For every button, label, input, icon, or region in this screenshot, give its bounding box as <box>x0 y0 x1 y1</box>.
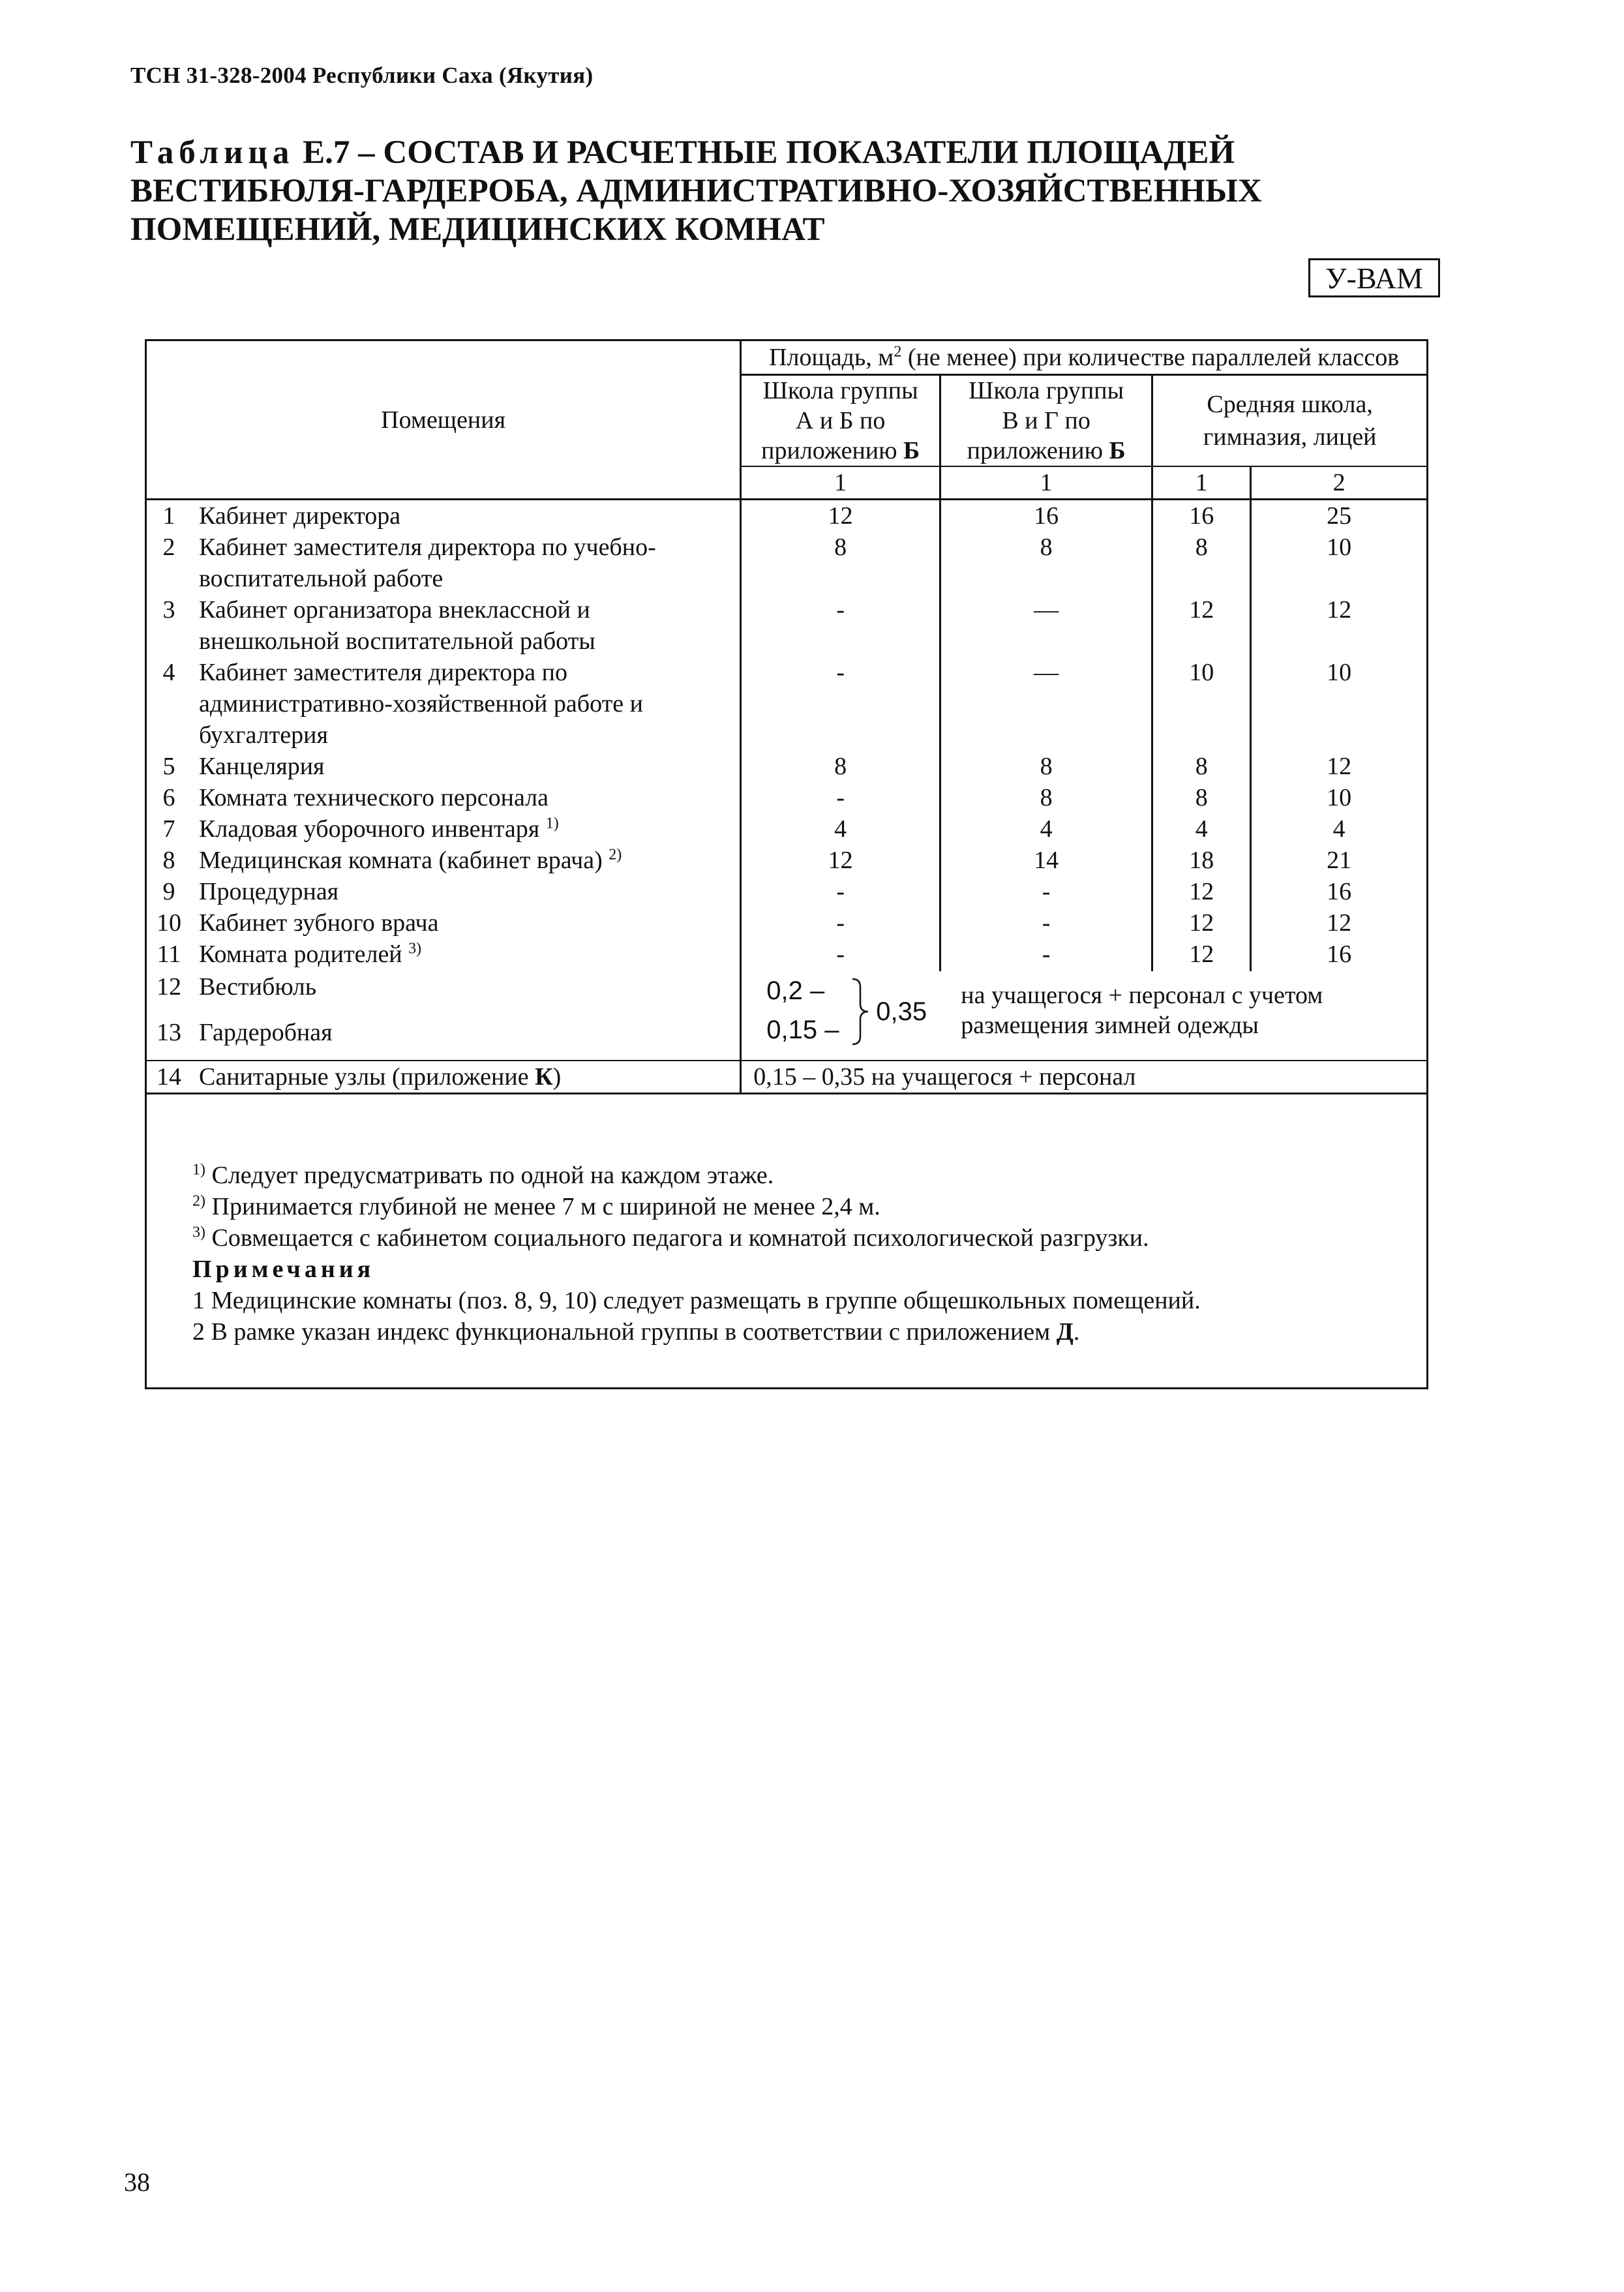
footnotes <box>192 1160 1201 1348</box>
room-cell-content <box>147 500 740 532</box>
room-name <box>199 845 721 876</box>
value-b: — <box>940 657 1152 751</box>
value-c2: 10 <box>1327 784 1352 811</box>
footnote-ref: 1) <box>545 815 559 832</box>
note-2-bold: Д <box>1056 1318 1074 1346</box>
footnote-ref: 3) <box>408 940 422 958</box>
row-number: 9 <box>162 878 175 905</box>
room-cell <box>147 751 741 782</box>
room-14 <box>147 1061 741 1094</box>
room-name <box>199 500 721 532</box>
value-c1: 10 <box>1152 657 1251 751</box>
room-cell-content <box>147 782 740 813</box>
vestibule-sum: 0,35 <box>876 997 927 1026</box>
group-b-line3-bold: Б <box>1109 437 1126 464</box>
table-row <box>147 751 1426 782</box>
cloakroom-coef: 0,15 – <box>766 1016 839 1044</box>
title-rest: Е.7 – СОСТАВ И РАСЧЕТНЫЕ ПОКАЗАТЕЛИ ПЛОЩАДЕЙ <box>294 134 1235 171</box>
sub-col-b: 1 <box>940 466 1152 500</box>
value-c2: 12 <box>1327 909 1352 937</box>
room-name-text: Процедурная <box>199 878 339 905</box>
room-name-text: Кабинет зубного врача <box>199 909 439 937</box>
function-group-badge: У-ВАМ <box>1308 258 1440 297</box>
footnote-text: Следует предусматривать по одной на каждом этаже. <box>205 1162 774 1189</box>
room-name-text: Санитарные узлы (приложение <box>199 1063 535 1091</box>
row-number: 6 <box>162 784 175 811</box>
value-a: - <box>741 939 940 971</box>
value-c1: 18 <box>1152 845 1251 876</box>
footnote-mark: 3) <box>192 1224 205 1241</box>
value-c2: 16 <box>1327 941 1352 968</box>
value-a: 8 <box>741 751 940 782</box>
document-code: ТСН 31-328-2004 Республики Саха (Якутия) <box>130 63 594 88</box>
room-name-text: Кабинет заместителя директора по административно-хозяйственной работе и бухгалтерия <box>199 659 643 749</box>
value-a: - <box>741 657 940 751</box>
area-label: Площадь, м <box>769 344 894 371</box>
room-cell <box>147 500 741 532</box>
room-name <box>199 751 721 782</box>
footnote-mark: 2) <box>192 1192 205 1210</box>
area-label-rest: (не менее) при количестве параллелей классов <box>901 344 1400 371</box>
room-name <box>199 782 721 813</box>
value-c2: 10 <box>1327 659 1352 686</box>
value-c1: 12 <box>1152 907 1251 939</box>
value-c1: 8 <box>1152 751 1251 782</box>
table-row <box>147 782 1426 813</box>
table-row <box>147 532 1426 594</box>
row-number: 14 <box>157 1063 181 1091</box>
group-b-line3 <box>941 436 1151 466</box>
room-name <box>199 657 721 751</box>
room-name: Вестибюль <box>199 973 317 1001</box>
title-line-2: ВЕСТИБЮЛЯ-ГАРДЕРОБА, АДМИНИСТРАТИВНО-ХОЗЯЙСТВЕННЫХ <box>130 173 1262 209</box>
room-name-text: Кладовая уборочного инвентаря <box>199 815 546 843</box>
vestibule-note <box>961 980 1482 1040</box>
sub-col-c1: 1 <box>1152 466 1251 500</box>
room-cell <box>147 845 741 876</box>
group-a-line1: Школа группы <box>762 377 918 404</box>
row-number: 1 <box>162 502 175 530</box>
table-title <box>130 134 1435 249</box>
room-name-text: Кабинет заместителя директора по учебно-воспитательной работе <box>199 534 656 592</box>
value-c1: 4 <box>1152 813 1251 845</box>
table-row <box>147 594 1426 657</box>
value-a: - <box>741 907 940 939</box>
room-name <box>199 594 721 657</box>
row-number: 4 <box>162 659 175 686</box>
value-b: 14 <box>940 845 1152 876</box>
room-cell-content <box>147 939 740 970</box>
value-b: 16 <box>940 500 1152 532</box>
row-number: 11 <box>157 941 181 968</box>
room-cell-content <box>147 876 740 907</box>
row-number: 3 <box>162 596 175 624</box>
value-a: - <box>741 594 940 657</box>
vestibule-note-line2: размещения зимней одежды <box>961 1012 1259 1039</box>
value-a: 12 <box>741 500 940 532</box>
footnote-text: Совмещается с кабинетом социального педагога и комнатой психологической разгрузки. <box>205 1224 1149 1252</box>
value-b: 8 <box>940 751 1152 782</box>
room-name <box>199 532 721 594</box>
room-cell <box>147 813 741 845</box>
room-cell <box>147 939 741 971</box>
room-name <box>199 939 721 970</box>
rooms-12-13 <box>147 971 741 1061</box>
group-b-line2: В и Г по <box>1002 407 1090 434</box>
value-b: 4 <box>940 813 1152 845</box>
value-c1: 12 <box>1152 594 1251 657</box>
value-a: - <box>741 782 940 813</box>
sub-col-c2: 2 <box>1251 466 1426 500</box>
value-b: - <box>940 939 1152 971</box>
area-table <box>147 341 1426 1094</box>
col-header-rooms: Помещения <box>147 341 741 500</box>
value-c2: 16 <box>1327 878 1352 905</box>
room-name-text: Кабинет директора <box>199 502 401 530</box>
col-header-area <box>741 341 1426 375</box>
col-header-group-a <box>741 375 940 467</box>
value-b: 8 <box>940 782 1152 813</box>
footnote-2 <box>192 1191 1201 1222</box>
table-row <box>147 876 1426 907</box>
value-b: — <box>940 594 1152 657</box>
room-cell-content <box>147 532 740 594</box>
footnote-text: Принимается глубиной не менее 7 м с шириной не менее 2,4 м. <box>205 1193 880 1220</box>
col-header-group-c <box>1152 375 1426 467</box>
vestibule-block <box>753 971 1426 1053</box>
title-line-1 <box>130 134 1435 172</box>
row-number: 12 <box>157 973 181 1001</box>
group-a-line3-text: приложению <box>761 437 904 464</box>
room-cell <box>147 594 741 657</box>
title-prefix: Таблица <box>130 134 295 171</box>
table-row <box>147 939 1426 971</box>
vestibule-coef: 0,2 – <box>766 976 825 1005</box>
header-row-1 <box>147 341 1426 375</box>
table-row <box>147 500 1426 532</box>
group-b-line3-text: приложению <box>967 437 1109 464</box>
vestibule-values <box>741 971 1426 1061</box>
page-number: 38 <box>124 2167 150 2197</box>
value-c2: 21 <box>1327 847 1352 874</box>
footnote-1 <box>192 1160 1201 1191</box>
row-number: 13 <box>157 1019 181 1046</box>
value-b: 8 <box>940 532 1152 594</box>
table-row <box>147 657 1426 751</box>
note-2 <box>192 1316 1201 1348</box>
value-a: - <box>741 876 940 907</box>
table-row <box>147 845 1426 876</box>
table-row <box>147 813 1426 845</box>
room-cell <box>147 876 741 907</box>
row-number: 5 <box>162 753 175 780</box>
room-cell <box>147 532 741 594</box>
note-1: 1 Медицинские комнаты (поз. 8, 9, 10) следует размещать в группе общешкольных помещений. <box>192 1287 1201 1314</box>
table-body <box>147 500 1426 972</box>
value-c2: 4 <box>1332 815 1346 843</box>
table-frame <box>145 339 1428 1389</box>
value-c1: 8 <box>1152 782 1251 813</box>
room-14-text <box>147 1061 740 1093</box>
value-c2: 25 <box>1327 502 1352 530</box>
value-b: - <box>940 907 1152 939</box>
room-name <box>199 1061 561 1093</box>
group-b-line1: Школа группы <box>969 377 1124 404</box>
right-brace-icon <box>851 978 869 1046</box>
value-a: 4 <box>741 813 940 845</box>
room-cell-content <box>147 845 740 876</box>
row-number: 8 <box>162 847 175 874</box>
room-name <box>199 907 721 939</box>
room-name-text: Медицинская комната (кабинет врача) <box>199 847 609 874</box>
table-row <box>147 907 1426 939</box>
note-2-end: . <box>1073 1318 1080 1346</box>
footnote-3 <box>192 1222 1201 1254</box>
room-cell <box>147 657 741 751</box>
group-c-line1: Средняя школа, <box>1207 391 1373 418</box>
room-cell-content <box>147 751 740 782</box>
room-cell <box>147 782 741 813</box>
room-cell-content <box>147 657 740 751</box>
room-12 <box>147 971 740 1017</box>
title-line-3: ПОМЕЩЕНИЙ, МЕДИЦИНСКИХ КОМНАТ <box>130 211 825 248</box>
group-a-line3-bold: Б <box>903 437 920 464</box>
room-name-text: Канцелярия <box>199 753 325 780</box>
note-2-text: 2 В рамке указан индекс функциональной группы в соответствии с приложением <box>192 1318 1057 1346</box>
room-name: Гардеробная <box>199 1019 333 1046</box>
row-number: 7 <box>162 815 175 843</box>
group-c-line2: гимназия, лицей <box>1203 423 1377 451</box>
room-cell-content <box>147 594 740 657</box>
value-c1: 12 <box>1152 876 1251 907</box>
room-name <box>199 876 721 907</box>
footnote-mark: 1) <box>192 1161 205 1179</box>
row-number: 2 <box>162 534 175 561</box>
value-c1: 8 <box>1152 532 1251 594</box>
room-name-text: Кабинет организатора внеклассной и внешкольной воспитательной работы <box>199 596 595 655</box>
col-header-group-b <box>940 375 1152 467</box>
value-c1: 16 <box>1152 500 1251 532</box>
value-c2: 12 <box>1327 596 1352 624</box>
room-name-text: Комната родителей <box>199 941 409 968</box>
room-13 <box>147 1017 740 1060</box>
room-cell <box>147 907 741 939</box>
value-b: - <box>940 876 1152 907</box>
footnote-ref: 2) <box>609 846 622 864</box>
room-cell-content <box>147 813 740 845</box>
row-number: 10 <box>157 909 181 937</box>
room-name-text: Комната технического персонала <box>199 784 549 811</box>
notes-heading: Примечания <box>192 1256 375 1283</box>
sanitary-value: 0,15 – 0,35 на учащегося + персонал <box>741 1061 1426 1094</box>
room-name <box>199 813 721 845</box>
group-a-line2: А и Б по <box>795 407 886 434</box>
value-c1: 12 <box>1152 939 1251 971</box>
area-sup: 2 <box>894 343 902 361</box>
value-c2: 10 <box>1327 534 1352 561</box>
table-row-12-13 <box>147 971 1426 1061</box>
value-a: 12 <box>741 845 940 876</box>
table-row-14 <box>147 1061 1426 1094</box>
room-cell-content <box>147 907 740 939</box>
sub-col-a: 1 <box>741 466 940 500</box>
vestibule-note-line1: на учащегося + персонал с учетом <box>961 982 1323 1009</box>
value-a: 8 <box>741 532 940 594</box>
value-c2: 12 <box>1327 753 1352 780</box>
room-name-bold: К <box>535 1063 553 1091</box>
group-a-line3 <box>742 436 939 466</box>
room-name-end: ) <box>552 1063 562 1091</box>
